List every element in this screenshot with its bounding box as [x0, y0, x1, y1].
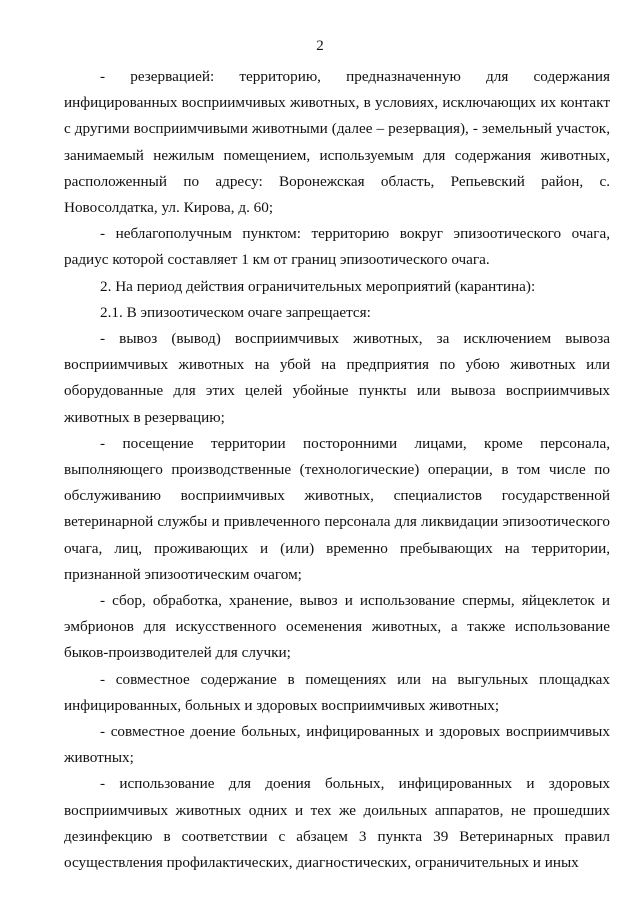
paragraph-ban-joint-keeping: - совместное содержание в помещениях или на выгульных площадках инфицированных, больных и здоровых восприимчивых животных; [64, 670, 610, 714]
paragraph-ban-visits: - посещение территории посторонними лицами, кроме персонала, выполняющего производственные (технологические) операции, в том числе по обслуживанию восприимчивых животных, специалистов государственной ветеринарной службы и привлеченного персонала для ликвидации эпизоотического очага, лиц, проживающих и (или) временно пребывающих на территории, признанной эпизоотическим очагом; [64, 434, 610, 583]
paragraph-ban-shared-milking-machines: - использование для доения больных, инфицированных и здоровых восприимчивых животных одних и тех же доильных аппаратов, не прошедших дезинфекцию в соответствии с абзацем 3 пункта 39 Ветеринарных правил осуществления профилактических, диагностических, ограничительных и иных [64, 775, 610, 872]
paragraph-ban-animal-removal: - вывоз (вывод) восприимчивых животных, за исключением вывоза восприимчивых животных на убой на предприятия по убою животных или оборудованные для этих целей убойные пункты или вывоза восприимчивых животных в резервацию; [64, 330, 610, 426]
page-number: 2 [316, 38, 324, 54]
document-body [64, 64, 610, 876]
paragraph-unfavorable-point-definition: - неблагополучным пунктом: территорию вокруг эпизоотического очага, радиус которой составляет 1 км от границ эпизоотического очага. [64, 225, 610, 269]
paragraph-ban-semen-collection: - сбор, обработка, хранение, вывоз и использование спермы, яйцеклеток и эмбрионов для искусственного осеменения животных, а также использование быков-производителей для случки; [64, 592, 610, 662]
paragraph-section-2-1-heading: 2.1. В эпизоотическом очаге запрещается: [100, 303, 371, 321]
paragraph-ban-joint-milking: - совместное доение больных, инфицированных и здоровых восприимчивых животных; [64, 723, 610, 767]
paragraph-section-2-heading: 2. На период действия ограничительных мероприятий (карантина): [100, 277, 536, 295]
paragraph-reservation-definition: - резервацией: территорию, предназначенную для содержания инфицированных восприимчивых животных, в условиях, исключающих их контакт с другими восприимчивыми животными (далее – резервация), - земельный участок, занимаемый нежилым помещением, используемым для содержания животных, расположенный по адресу: Воронежская область, Репьевский район, с. Новосолдатка, ул. Кирова, д. 60; [64, 68, 610, 217]
